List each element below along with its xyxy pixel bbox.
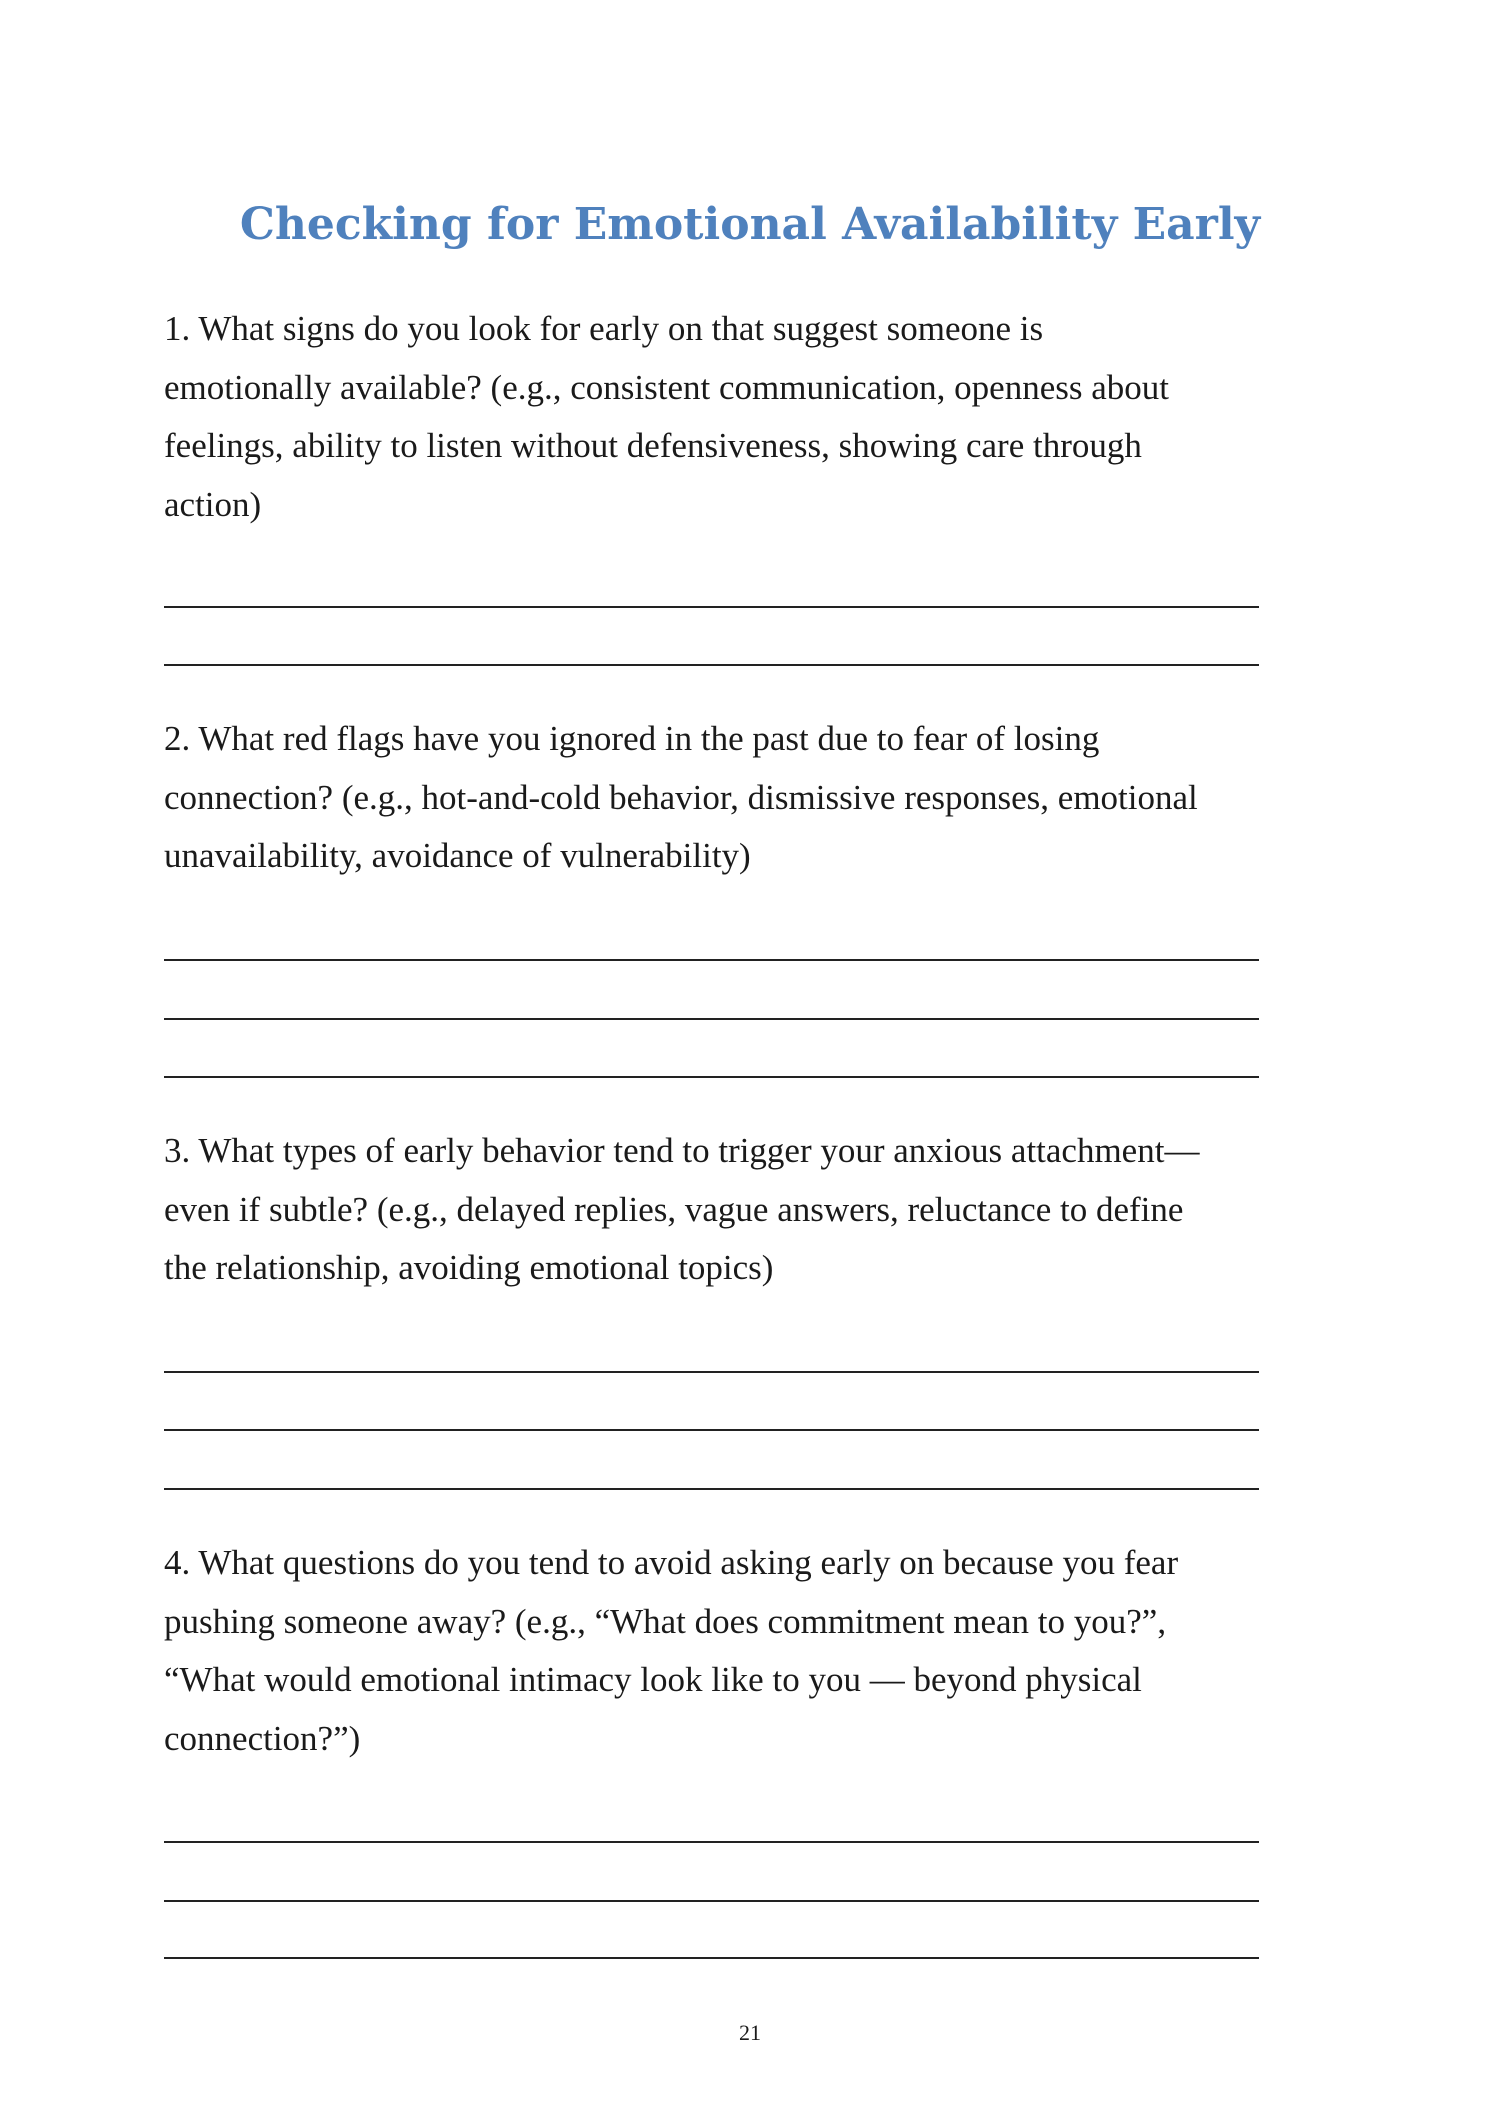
answer-line[interactable] xyxy=(164,959,1259,961)
question-line: emotionally available? (e.g., consistent communication, openness about xyxy=(164,367,1170,407)
question-line: feelings, ability to listen without defensiveness, showing care through xyxy=(164,426,1142,466)
question-line: connection? (e.g., hot-and-cold behavior, dismissive responses, emotional xyxy=(164,777,1198,817)
question-line: 1. What signs do you look for early on that suggest someone is xyxy=(164,309,1044,348)
question-line: the relationship, avoiding emotional topics) xyxy=(164,1248,774,1288)
question-2 xyxy=(164,710,1198,886)
answer-line[interactable] xyxy=(164,1900,1259,1902)
answer-line[interactable] xyxy=(164,1957,1259,1959)
answer-line[interactable] xyxy=(164,664,1259,666)
question-1 xyxy=(164,300,1169,534)
answer-line[interactable] xyxy=(164,1018,1259,1020)
answer-line[interactable] xyxy=(164,1488,1259,1490)
page-number: 21 xyxy=(739,2020,761,2045)
answer-line[interactable] xyxy=(164,1076,1259,1078)
question-line: connection?”) xyxy=(164,1718,361,1758)
answer-line[interactable] xyxy=(164,1841,1259,1843)
question-line: pushing someone away? (e.g., “What does commitment mean to you?”, xyxy=(164,1601,1167,1641)
question-line: action) xyxy=(164,484,262,524)
answer-line[interactable] xyxy=(164,1429,1259,1431)
question-3 xyxy=(164,1122,1199,1298)
question-4 xyxy=(164,1534,1178,1768)
question-line: even if subtle? (e.g., delayed replies, vague answers, reluctance to define xyxy=(164,1189,1184,1229)
question-line: “What would emotional intimacy look like to you — beyond physical xyxy=(164,1660,1142,1700)
question-line: 4. What questions do you tend to avoid asking early on because you fear xyxy=(164,1543,1179,1582)
question-line: unavailability, avoidance of vulnerability) xyxy=(164,836,751,876)
question-line: 3. What types of early behavior tend to trigger your anxious attachment— xyxy=(164,1131,1200,1170)
answer-line[interactable] xyxy=(164,606,1259,608)
question-line: 2. What red flags have you ignored in the past due to fear of losing xyxy=(164,719,1100,758)
page-title: Checking for Emotional Availability Early xyxy=(239,199,1261,250)
answer-line[interactable] xyxy=(164,1371,1259,1373)
